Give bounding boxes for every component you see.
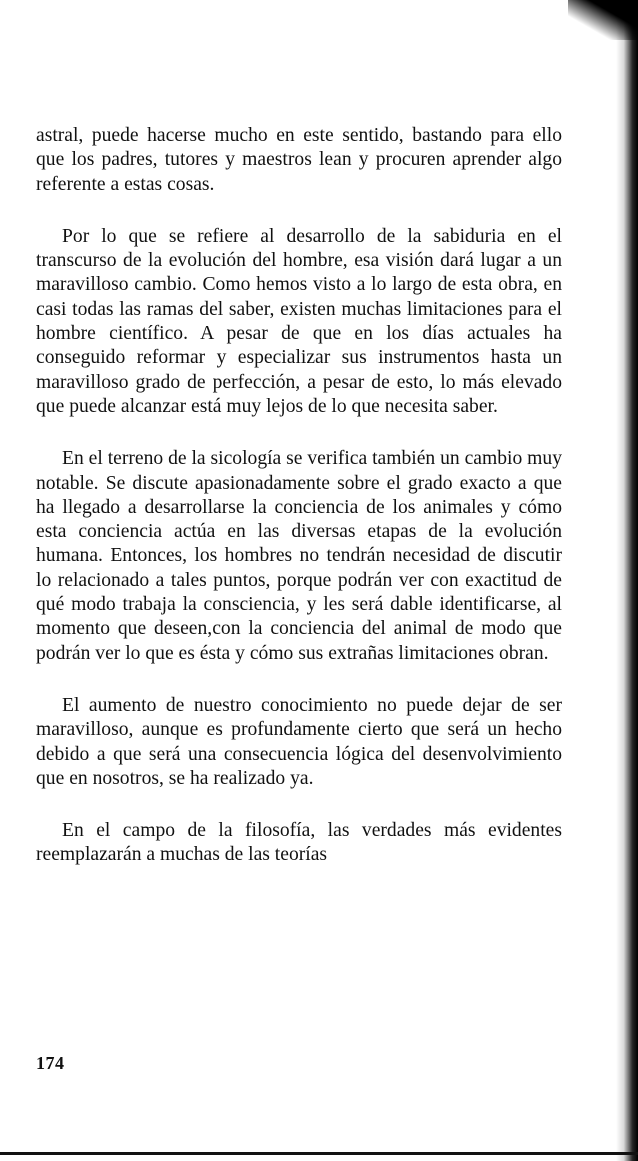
paragraph-5: En el campo de la filosofía, las verdades más evidentes reemplazarán a muchas de las teorías <box>36 820 562 866</box>
page-number: 174 <box>36 1053 65 1073</box>
scan-binding-edge <box>616 0 638 1161</box>
bottom-rule <box>0 1152 638 1155</box>
paragraph-2: Por lo que se refiere al desarrollo de la sabiduria en el transcurso de la evolución del hombre, esa visión dará lugar a un maravilloso cambio. Como hemos visto a lo largo de esta obra, en casi todas las ramas del saber, existen muchas limitaciones para el hombre científico. A pesar de que en los días actuales ha conseguido reformar y especializar sus instrumentos hasta un maravilloso grado de perfección, a pesar de esto, lo más elevado que puede alcanzar está muy lejos de lo que necesita saber. <box>36 225 562 417</box>
paragraph-3: En el terreno de la sicología se verifica también un cambio muy notable. Se discute apasionadamente sobre el grado exacto a que ha llegado a desarrollarse la conciencia de los animales y cómo esta conciencia actúa en las diversas etapas de la evolución humana. Entonces, los hombres no tendrán necesidad de discutir lo relacionado a tales puntos, porque podrán ver con exactitud de qué modo trabaja la consciencia, y les será dable identificarse, al momento que deseen,con la conciencia del animal de modo que podrán ver lo que es ésta y cómo sus extrañas limitaciones obran. <box>36 448 563 664</box>
paragraph-4: El aumento de nuestro conocimiento no puede dejar de ser maravilloso, aunque es profundamente cierto que será un hecho debido a que será una consecuencia lógica del desenvolvimiento que en nosotros, se ha realizado ya. <box>36 694 562 789</box>
body-text <box>36 124 562 868</box>
paragraph-1: astral, puede hacerse mucho en este sentido, bastando para ello que los padres, tutores y maestros lean y procuren aprender algo referente a estas cosas. <box>36 125 562 195</box>
